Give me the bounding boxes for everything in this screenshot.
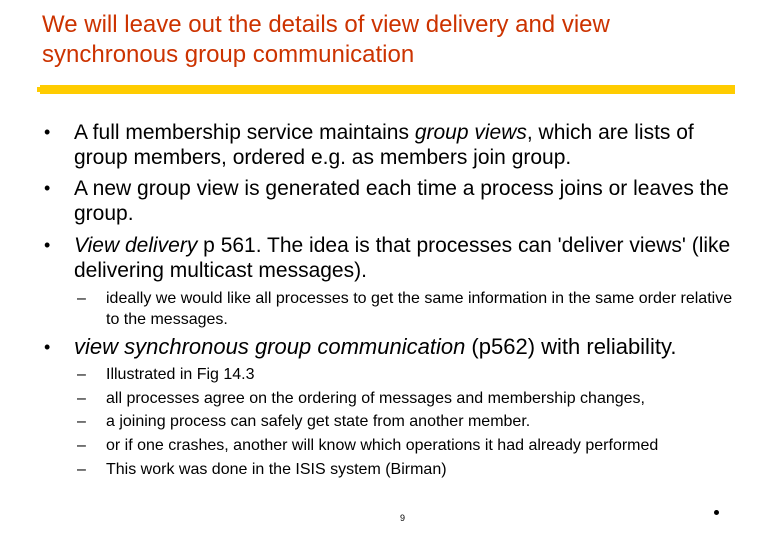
slide-title: We will leave out the details of view delivery and view synchronous group communication — [42, 11, 610, 68]
dash-icon: – — [77, 413, 86, 430]
dash-icon: – — [77, 366, 86, 383]
bullet-item — [44, 120, 744, 170]
bullet-text: View delivery p 561. The idea is that processes can 'deliver views' (like delivering multicast messages). — [74, 234, 731, 282]
subbullet-text: This work was done in the ISIS system (Birman) — [106, 461, 447, 478]
bullet-icon: • — [44, 122, 51, 142]
corner-dot-icon — [714, 510, 719, 515]
page-number: 9 — [400, 513, 406, 523]
bullet-text: view synchronous group communication (p562) with reliability. — [74, 334, 677, 359]
subbullet-item — [77, 364, 737, 385]
bullet-text: A full membership service maintains group views, which are lists of group members, ordered e.g. as members join group. — [74, 121, 694, 169]
bullet-icon: • — [44, 178, 51, 198]
bullet-item — [44, 176, 744, 226]
dash-icon: – — [77, 437, 86, 454]
title-underline-rule — [40, 85, 735, 94]
dash-icon: – — [77, 461, 86, 478]
subbullet-item — [77, 288, 737, 330]
subbullet-item — [77, 459, 737, 480]
subbullet-text: ideally we would like all processes to get the same information in the same order relative to the messages. — [106, 290, 733, 328]
subbullet-item — [77, 411, 737, 432]
bullet-text: A new group view is generated each time a process joins or leaves the group. — [74, 177, 729, 225]
dash-icon: – — [77, 390, 86, 407]
bullet-item — [44, 233, 744, 283]
subbullet-text: or if one crashes, another will know which operations it had already performed — [106, 437, 659, 454]
bullet-icon: • — [44, 337, 51, 357]
subbullet-item — [77, 435, 737, 456]
subbullet-text: a joining process can safely get state from another member. — [106, 413, 531, 430]
subbullet-text: Illustrated in Fig 14.3 — [106, 366, 255, 383]
bullet-item — [44, 334, 744, 360]
dash-icon: – — [77, 290, 86, 307]
subbullet-item — [77, 388, 737, 409]
subbullet-text: all processes agree on the ordering of messages and membership changes, — [106, 390, 645, 407]
bullet-icon: • — [44, 235, 51, 255]
